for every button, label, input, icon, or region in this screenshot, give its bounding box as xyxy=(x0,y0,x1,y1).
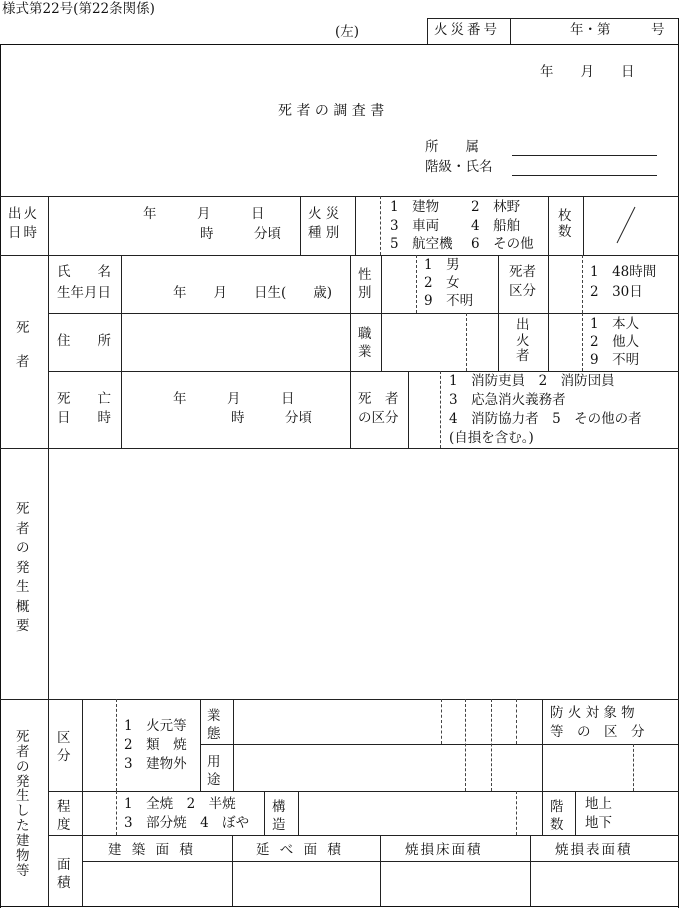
address-v2 xyxy=(381,313,382,371)
sheets-slash xyxy=(615,205,637,245)
degree-v4 xyxy=(575,791,576,835)
fire-row-v4 xyxy=(548,196,549,255)
class-dash xyxy=(582,255,583,313)
category-line-2[interactable]: 3 応急消火義務者 xyxy=(449,392,566,408)
fire-row-v5 xyxy=(583,196,584,255)
fire-label-2: 日時 xyxy=(8,225,39,241)
category-dash xyxy=(440,371,441,448)
area-v2 xyxy=(380,835,381,906)
gender-dash xyxy=(416,255,417,313)
area-label: 面 積 xyxy=(57,857,71,892)
sheets-label: 枚 数 xyxy=(558,208,572,241)
fire-date-2[interactable]: 時 分頃 xyxy=(200,226,281,242)
business-label: 業 態 xyxy=(207,708,221,743)
division-option-3[interactable]: 3 建物外 xyxy=(124,756,187,772)
above-ground-label[interactable]: 地上 xyxy=(585,796,612,812)
fire-row-top xyxy=(0,196,679,197)
page-title: 死 者 の 調 査 書 xyxy=(278,103,385,119)
division-option-2[interactable]: 2 類 焼 xyxy=(124,737,187,753)
starter-option-2[interactable]: 2 他人 xyxy=(590,334,640,350)
business-dash-1 xyxy=(441,699,442,744)
form-number: 様式第22号(第22条関係) xyxy=(2,1,155,17)
area-v1 xyxy=(232,835,233,906)
gender-option-2[interactable]: 2 女 xyxy=(424,275,460,291)
deceased-top xyxy=(0,255,679,256)
degree-v3 xyxy=(542,791,543,835)
affiliation-label: 所 属 xyxy=(425,139,479,155)
fire-row-dash xyxy=(380,196,381,255)
deceased-v3 xyxy=(381,255,382,313)
deceased-v1 xyxy=(121,255,122,448)
fire-starter-label: 出 火 者 xyxy=(516,317,530,365)
division-label: 区 分 xyxy=(57,730,71,765)
occupation-label: 職 業 xyxy=(358,326,372,361)
death-v2 xyxy=(408,371,409,448)
division-dash xyxy=(116,699,117,791)
area-header-building: 建 築 面 積 xyxy=(108,842,196,858)
building-v4 xyxy=(542,699,543,791)
fire-type-option-4[interactable]: 4 船舶 xyxy=(471,218,521,234)
header-left-line xyxy=(427,18,428,44)
rank-name-label: 階級・氏名 xyxy=(425,159,493,175)
building-section-label: 死 者 の 発 生 し た 建 物 等 xyxy=(16,729,30,879)
starter-option-1[interactable]: 1 本人 xyxy=(590,316,640,332)
degree-options-1[interactable]: 1 全焼 2 半焼 xyxy=(124,796,236,812)
building-label-line xyxy=(48,699,49,906)
address-v3 xyxy=(498,313,499,371)
category-line-4[interactable]: (自損を含む。) xyxy=(449,430,534,446)
fire-number-label: 火災番号 xyxy=(434,22,500,38)
starter-dash xyxy=(582,313,583,371)
degree-label: 程 度 xyxy=(57,799,71,834)
business-dash-2 xyxy=(465,699,466,791)
header-top-line xyxy=(427,18,679,19)
fire-prevention-label-2: 等 の 区 分 xyxy=(550,724,645,740)
deceased-section-label: 死 者 xyxy=(16,320,30,370)
fire-type-option-2[interactable]: 2 林野 xyxy=(471,199,521,215)
business-use-divider xyxy=(200,744,678,745)
death-label-1: 死 亡 xyxy=(57,391,111,407)
business-dash-4 xyxy=(516,699,517,744)
address-label: 住 所 xyxy=(57,333,111,349)
class-label-1: 死者 xyxy=(509,264,536,280)
frame-bottom xyxy=(0,906,679,907)
fire-prevention-label-1: 防 火 対 象 物 xyxy=(550,705,635,721)
address-v1 xyxy=(350,313,351,371)
area-header-burnt-surface: 焼損表面積 xyxy=(555,842,633,858)
gender-option-3[interactable]: 9 不明 xyxy=(424,293,474,309)
below-ground-label[interactable]: 地下 xyxy=(585,815,612,831)
birth-label: 生年月日 xyxy=(57,285,111,301)
building-v2 xyxy=(200,699,201,791)
fire-row-v2 xyxy=(300,196,301,255)
degree-v1 xyxy=(264,791,265,835)
building-top xyxy=(0,699,679,700)
category-label-2: の区分 xyxy=(358,410,399,426)
building-v3 xyxy=(233,699,234,791)
fire-type-option-6[interactable]: 6 その他 xyxy=(471,236,534,252)
deceased-label-line xyxy=(48,255,49,448)
summary-label: 死 者 の 発 生 概 要 xyxy=(16,501,30,635)
name-label: 氏 名 xyxy=(57,264,111,280)
area-v3 xyxy=(530,835,531,906)
address-v4 xyxy=(548,313,549,371)
floors-label: 階 数 xyxy=(550,799,564,834)
side-label: (左) xyxy=(335,24,360,40)
address-top xyxy=(48,313,679,314)
fire-label-1: 出火 xyxy=(8,206,39,222)
structure-label: 構 造 xyxy=(272,799,286,834)
birth-value[interactable]: 年 月 日生( 歳) xyxy=(173,285,333,301)
business-dash-3 xyxy=(491,699,492,791)
category-line-3[interactable]: 4 消防協力者 5 その他の者 xyxy=(449,411,642,427)
degree-options-2[interactable]: 3 部分焼 4 ぼや xyxy=(124,815,250,831)
affiliation-line[interactable] xyxy=(512,155,657,156)
area-row-top xyxy=(48,835,679,836)
use-label: 用 途 xyxy=(207,754,221,789)
frame-top xyxy=(0,44,679,45)
occupation-dash xyxy=(466,313,467,371)
gender-label: 性 別 xyxy=(358,267,372,302)
fire-type-option-3[interactable]: 3 車両 xyxy=(390,218,440,234)
use-dash xyxy=(633,744,634,791)
category-line-1[interactable]: 1 消防吏員 2 消防団員 xyxy=(449,373,615,389)
header-mid-line xyxy=(510,18,511,44)
deceased-v5 xyxy=(548,255,549,313)
fire-type-option-1[interactable]: 1 建物 xyxy=(390,199,440,215)
class-option-2[interactable]: 2 30日 xyxy=(590,284,643,300)
fire-type-label-1: 火 災 xyxy=(308,206,340,222)
building-v1 xyxy=(82,699,83,906)
death-date-2[interactable]: 時 分頃 xyxy=(231,410,312,426)
class-label-2: 区分 xyxy=(509,283,536,299)
fire-date-1[interactable]: 年 月 日 xyxy=(143,206,265,222)
area-header-burnt-floor: 焼損床面積 xyxy=(405,842,483,858)
fire-type-option-5[interactable]: 5 航空機 xyxy=(390,236,453,252)
structure-dash xyxy=(516,791,517,835)
rank-name-line[interactable] xyxy=(512,175,657,176)
gender-option-1[interactable]: 1 男 xyxy=(424,257,460,273)
summary-input-area[interactable] xyxy=(49,449,678,699)
death-label-2: 日 時 xyxy=(57,410,111,426)
deceased-v2 xyxy=(350,255,351,313)
frame-left xyxy=(0,44,1,908)
division-option-1[interactable]: 1 火元等 xyxy=(124,718,187,734)
death-row-top xyxy=(48,371,679,372)
class-option-1[interactable]: 1 48時間 xyxy=(590,264,657,280)
degree-row-top xyxy=(48,791,679,792)
degree-dash xyxy=(116,791,117,835)
fire-type-label-2: 種 別 xyxy=(308,225,340,241)
category-label-1: 死 者 xyxy=(358,391,399,407)
deceased-v4 xyxy=(498,255,499,313)
degree-v2 xyxy=(298,791,299,835)
fire-row-v3 xyxy=(355,196,356,255)
area-header-total: 延 べ 面 積 xyxy=(256,842,344,858)
fire-row-v1 xyxy=(48,196,49,255)
fire-number-value[interactable]: 年・第 号 xyxy=(570,22,665,38)
death-date-1[interactable]: 年 月 日 xyxy=(173,391,295,407)
starter-option-3[interactable]: 9 不明 xyxy=(590,352,640,368)
death-v1 xyxy=(350,371,351,448)
report-date[interactable]: 年 月 日 xyxy=(540,64,635,80)
